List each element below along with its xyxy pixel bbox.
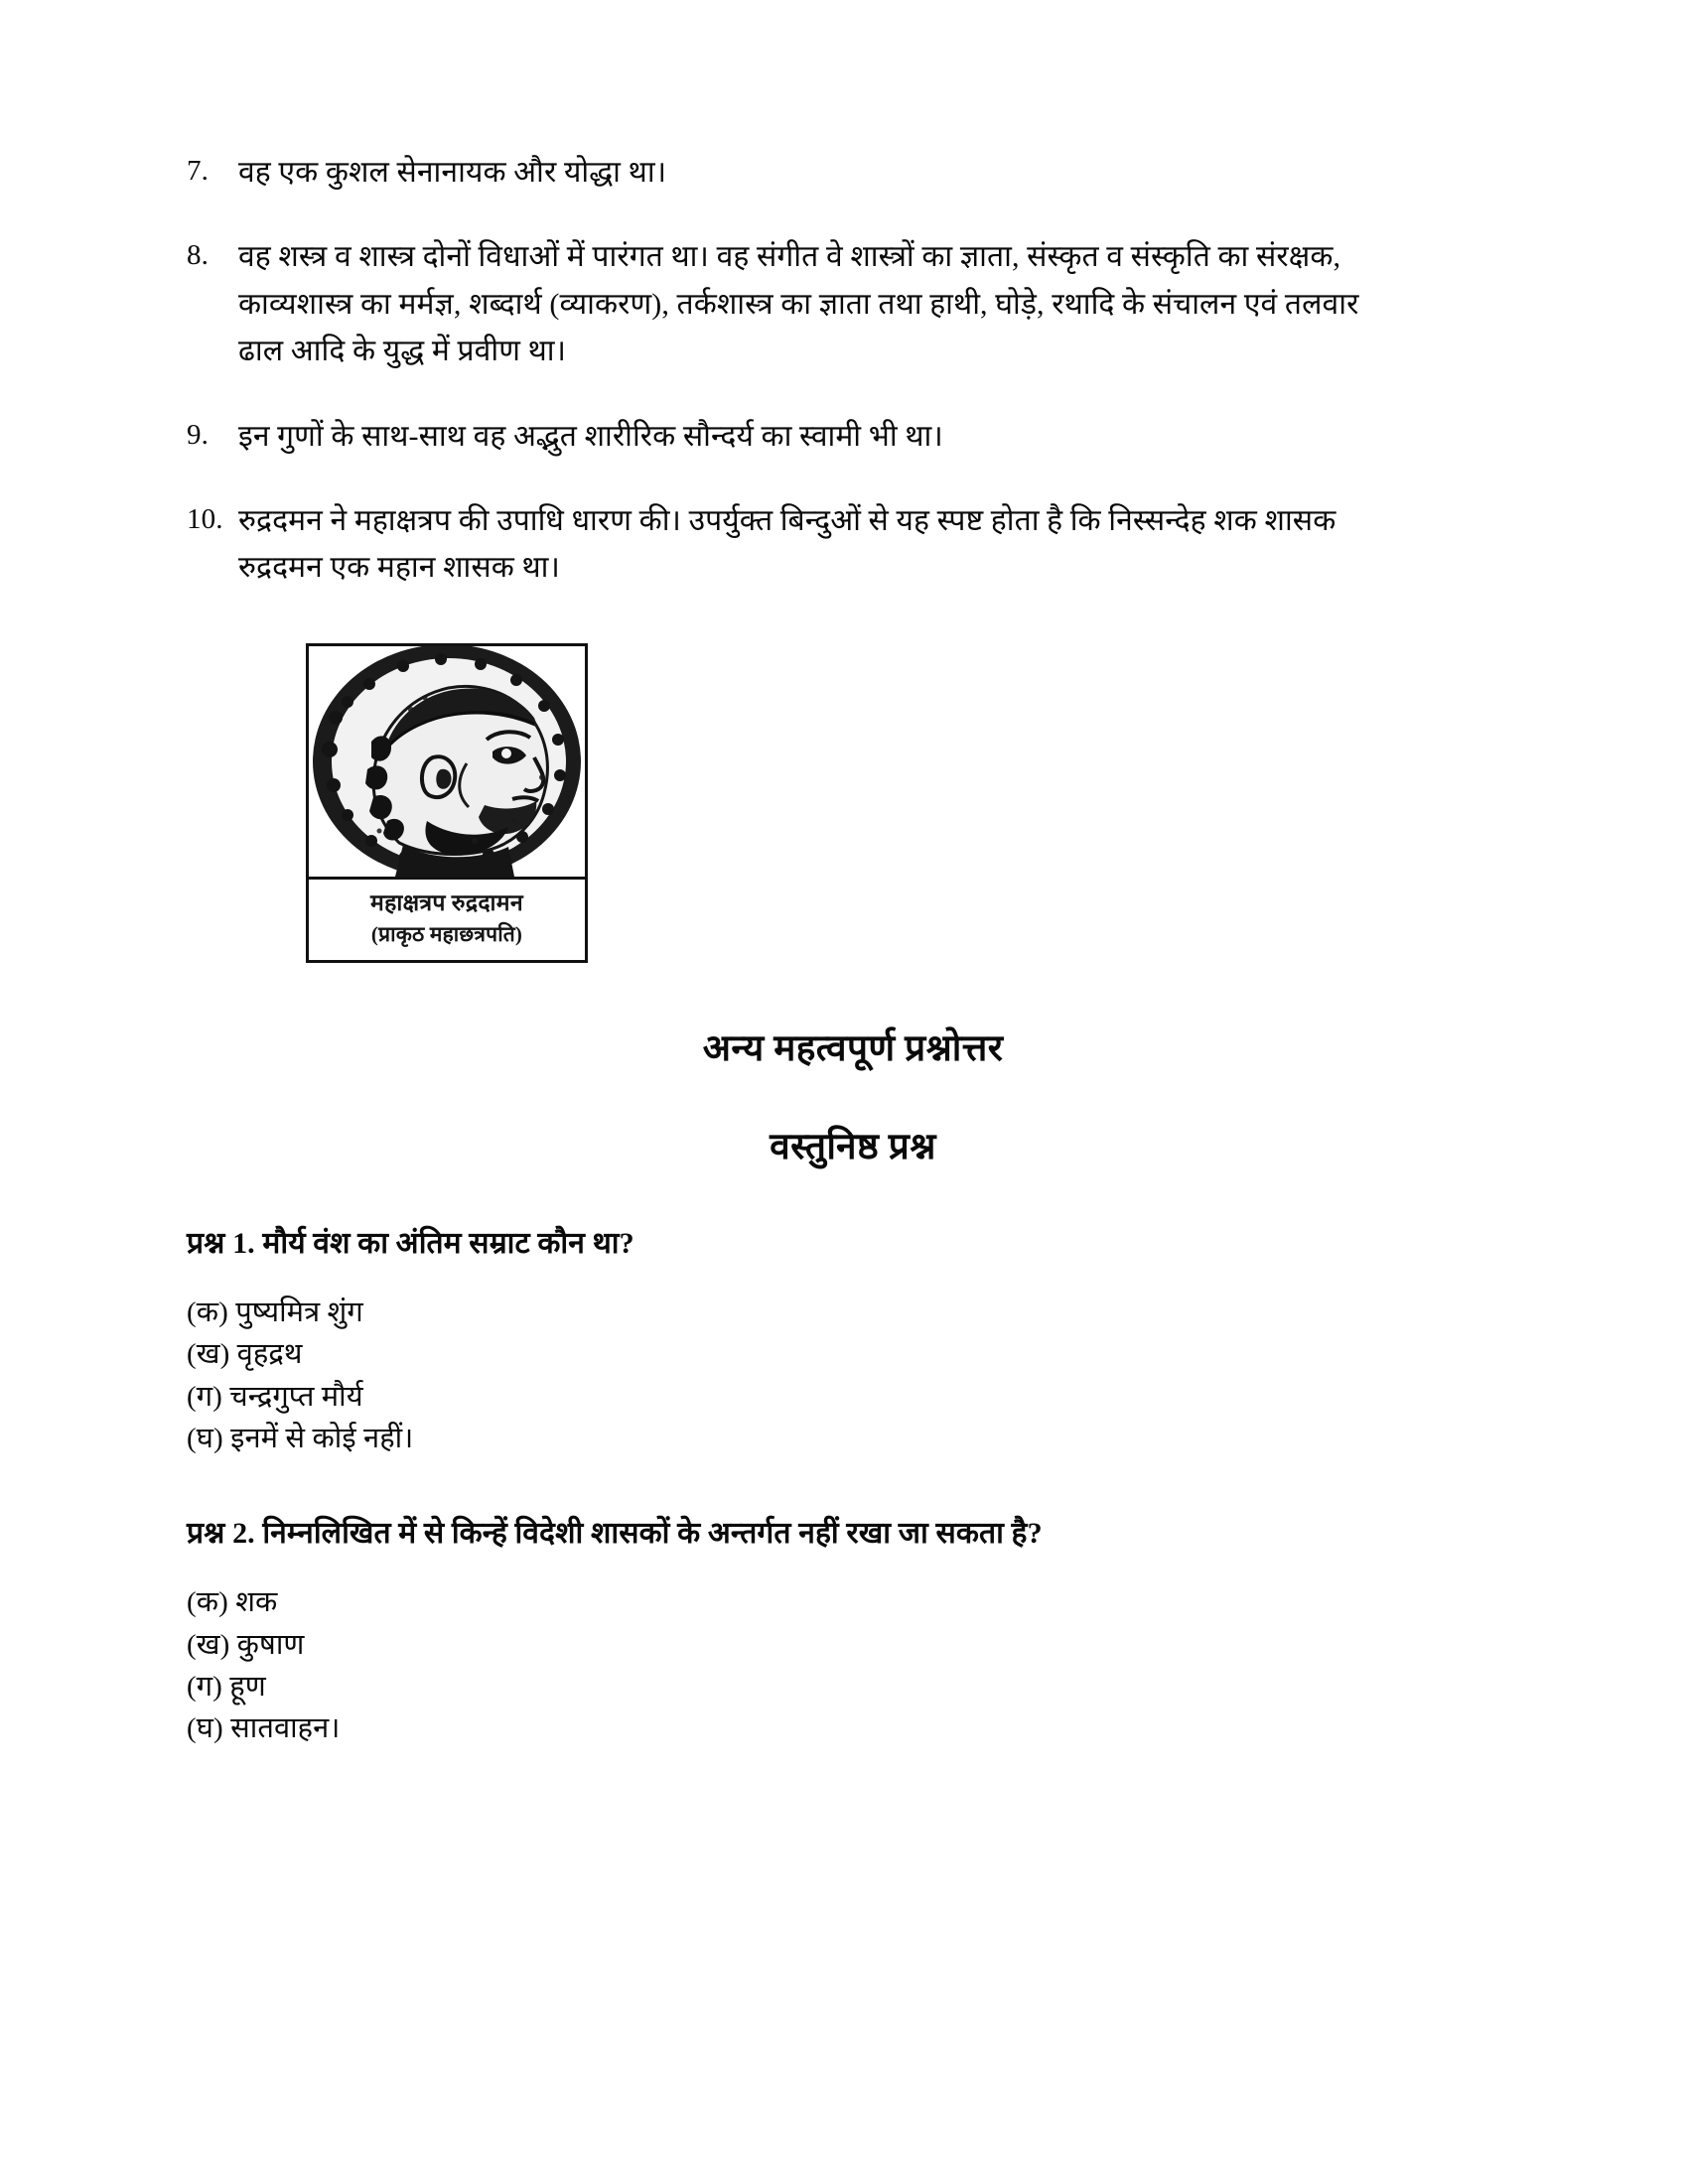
caption-line-primary: महाक्षत्रप रुद्रदामन <box>370 889 523 915</box>
section-heading-sub: वस्तुनिष्ठ प्रश्न <box>770 1127 936 1168</box>
question-block <box>187 1511 1519 1749</box>
figure-container <box>306 643 1519 963</box>
option-item[interactable]: (क) पुष्यमित्र शुंग <box>187 1297 363 1329</box>
question-title: प्रश्न 2. निम्नलिखित में से किन्हें विदेशी शासकों के अन्तर्गत नहीं रखा जा सकता है? <box>187 1517 1043 1551</box>
option-item[interactable]: (ग) हूण <box>187 1671 266 1704</box>
list-item <box>187 233 1519 374</box>
coin-figure <box>306 643 588 963</box>
option-item[interactable]: (ख) कुषाण <box>187 1628 305 1661</box>
list-item-marker: 8. <box>187 239 209 272</box>
list-item-marker: 10. <box>187 502 223 535</box>
option-item[interactable]: (ख) वृहद्रथ <box>187 1338 303 1371</box>
option-item[interactable]: (घ) सातवाहन। <box>187 1712 341 1745</box>
list-item-marker: 7. <box>187 155 209 187</box>
question-block <box>187 1221 1519 1459</box>
list-item-text: वह एक कुशल सेनानायक और योद्धा था। <box>238 156 667 189</box>
list-item <box>187 149 1519 196</box>
list-item-marker: 9. <box>187 418 209 451</box>
option-item[interactable]: (क) शक <box>187 1586 278 1619</box>
option-list <box>187 1581 1519 1749</box>
numbered-list <box>187 149 1519 592</box>
list-item-text: वह शस्त्र व शास्त्र दोनों विधाओं में पारंगत था। वह संगीत वे शास्त्रों का ज्ञाता, संस्कृत व संस्कृति का संरक्षक, काव्यशास्त्र का मर्मज्ञ, शब्दार्थ (व्याकरण), तर्कशास्त्र का ज्ञाता तथा हाथी, घोड़े, रथादि के संचालन एवं तलवार ढाल आदि के युद्ध में प्रवीण था। <box>238 240 1359 368</box>
coin-figure-caption <box>309 880 585 960</box>
list-item-text: इन गुणों के साथ-साथ वह अद्भुत शारीरिक सौन्दर्य का स्वामी भी था। <box>238 419 943 453</box>
list-item <box>187 497 1519 592</box>
caption-line-secondary: (प्राकृठ महाछत्रपति) <box>370 921 523 946</box>
coin-portrait-image <box>309 646 585 880</box>
list-item-text: रुद्रदमन ने महाक्षत्रप की उपाधि धारण की। उपर्युक्त बिन्दुओं से यह स्पष्ट होता है कि निस्सन्देह शक शासक रुद्रदमन एक महान शासक था। <box>238 503 1336 585</box>
question-title: प्रश्न 1. मौर्य वंश का अंतिम सम्राट कौन था? <box>187 1227 634 1261</box>
option-item[interactable]: (ग) चन्द्रगुप्त मौर्य <box>187 1380 363 1413</box>
option-item[interactable]: (घ) इनमें से कोई नहीं। <box>187 1423 414 1455</box>
list-item <box>187 413 1519 460</box>
option-list <box>187 1292 1519 1459</box>
section-heading-main: अन्य महत्वपूर्ण प्रश्नोत्तर <box>702 1028 1004 1070</box>
